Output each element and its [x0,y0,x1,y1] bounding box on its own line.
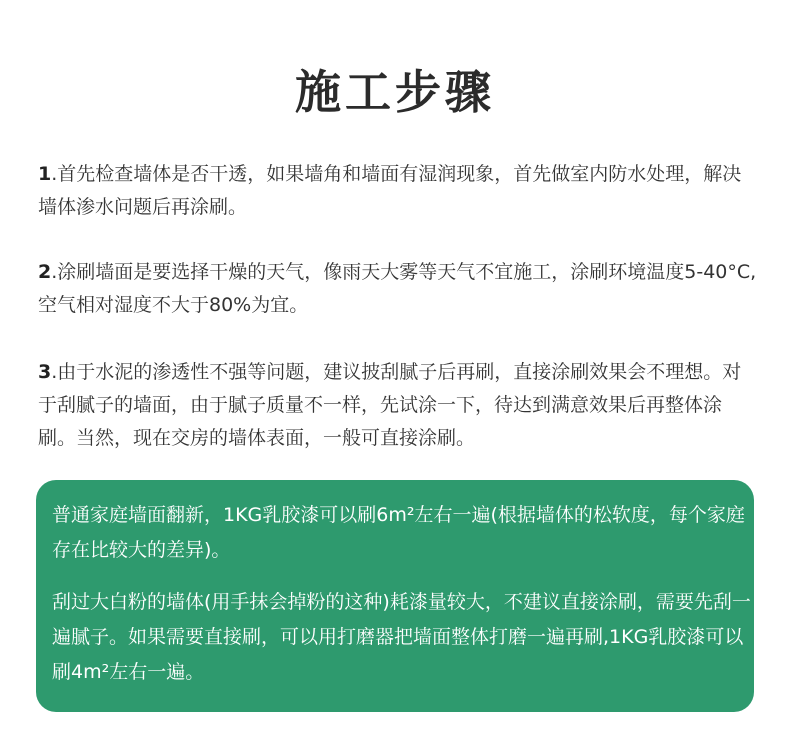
page-title: 施工步骤 [295,65,495,119]
notice-paragraph-coverage: 普通家庭墙面翻新，1KG乳胶漆可以刷6m²左右一遍(根据墙体的松软度，每个家庭存在比较大的差异)。 [52,504,745,561]
step-text: .首先检查墙体是否干透，如果墙角和墙面有湿润现象，首先做室内防水处理，解决墙体渗水问题后再涂刷。 [38,163,742,218]
notice-paragraph-whitewash: 刮过大白粉的墙体(用手抹会掉粉的这种)耗漆量较大，不建议直接涂刷，需要先刮一遍腻子。如果需要直接刷，可以用打磨器把墙面整体打磨一遍再刷,1KG乳胶漆可以刷4m²左右一遍。 [52,591,751,683]
step-item [38,356,758,455]
step-text: .由于水泥的渗透性不强等问题，建议披刮腻子后再刷，直接涂刷效果会不理想。对于刮腻子的墙面，由于腻子质量不一样，先试涂一下，待达到满意效果后再整体涂刷。当然，现在交房的墙体表面，一般可直接涂刷。 [38,361,742,449]
step-item [38,158,758,224]
step-number: 1 [38,163,52,185]
step-number: 2 [38,261,52,283]
step-text: .涂刷墙面是要选择干燥的天气，像雨天大雾等天气不宜施工，涂刷环境温度5-40°C,空气相对湿度不大于80%为宜。 [38,261,757,316]
step-number: 3 [38,361,52,383]
step-item [38,256,758,322]
notice-box [36,480,754,712]
